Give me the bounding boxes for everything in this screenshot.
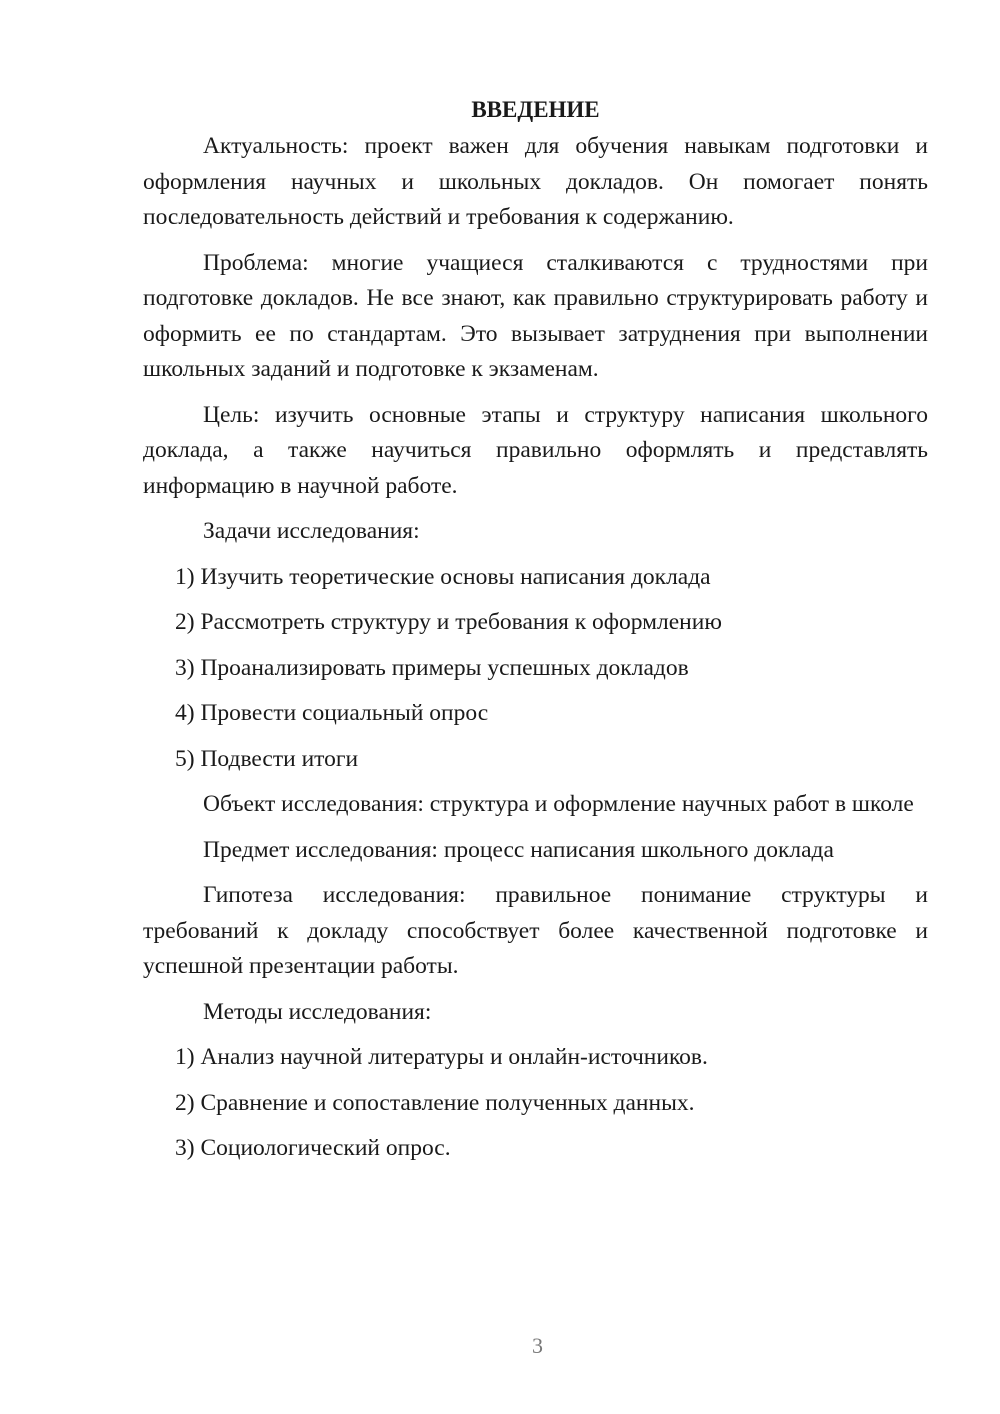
methods-list [143,1040,928,1167]
page-number: 3 [532,1333,543,1358]
tasks-heading: Задачи исследования: [203,518,420,544]
section-title: ВВЕДЕНИЕ [471,97,600,122]
object-paragraph: Объект исследования: структура и оформление научных работ в школе [203,791,914,817]
list-item: 2) Сравнение и сопоставление полученных данных. [175,1089,695,1116]
list-item: 5) Подвести итоги [175,745,359,772]
problem-paragraph: Проблема: многие учащиеся сталкиваются с трудностями при подготовке докладов. Не все знают, как правильно структурировать работу и оформить ее по стандартам. Это вызывает затруднения при выполнении школьных заданий и подготовке к экзаменам. [143,249,928,382]
goal-paragraph: Цель: изучить основные этапы и структуру написания школьного доклада, а также научиться правильно оформлять и представлять информацию в научной работе. [143,401,928,499]
methods-heading: Методы исследования: [203,998,432,1025]
list-item: 2) Рассмотреть структуру и требования к оформлению [175,609,722,635]
document-body [143,92,928,1177]
list-item: 1) Анализ научной литературы и онлайн-источников. [175,1044,708,1070]
relevance-paragraph: Актуальность: проект важен для обучения навыкам подготовки и оформления научных и школьных докладов. Он помогает понять последовательность действий и требования к содержанию. [143,133,928,230]
subject-paragraph: Предмет исследования: процесс написания школьного доклада [203,836,834,863]
list-item: 4) Провести социальный опрос [175,700,489,726]
list-item: 3) Социологический опрос. [175,1135,451,1161]
tasks-list [143,560,928,778]
list-item: 3) Проанализировать примеры успешных докладов [175,654,689,681]
list-item: 1) Изучить теоретические основы написания доклада [175,563,711,590]
hypothesis-paragraph: Гипотеза исследования: правильное понимание структуры и требований к докладу способствует более качественной подготовке и успешной презентации работы. [143,882,928,979]
